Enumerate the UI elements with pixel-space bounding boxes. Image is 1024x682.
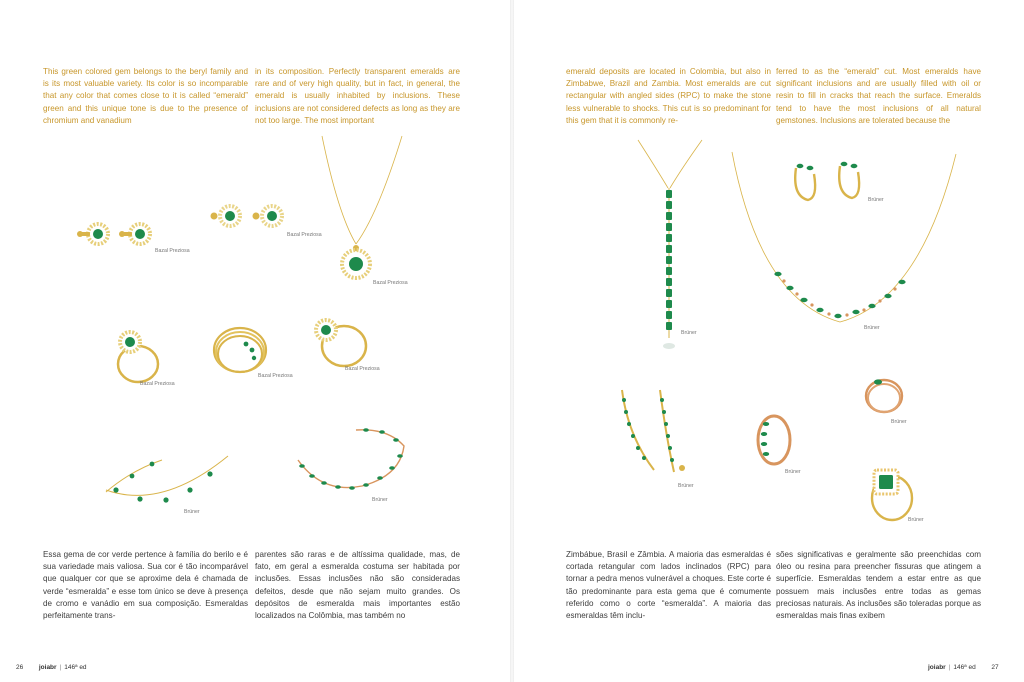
- left-page-footer: 26 joiabr | 146ª ed: [16, 664, 87, 671]
- credit-ring-2: Bazal Preziosa: [258, 373, 293, 379]
- emerald-drop-pendant-photo: [636, 138, 706, 358]
- stud-earring-right: [119, 224, 150, 244]
- emerald-stud-earrings-photo: [74, 212, 166, 252]
- publication-name-right: joiabr: [928, 664, 946, 671]
- emerald-climber-earrings-photo: [616, 386, 696, 486]
- emerald-cut-halo-ring-photo: [862, 462, 918, 524]
- credit-earrings-2: Bazal Preziosa: [287, 232, 322, 238]
- emerald-station-necklace-photo: [730, 150, 960, 350]
- publication-name-left: joiabr: [38, 664, 57, 671]
- edition-left: 146ª ed: [64, 664, 87, 671]
- solitaire-halo-ring-photo: [310, 314, 370, 372]
- right-portuguese-column-1: Zimbábue, Brasil e Zâmbia. A maioria das esmeraldas é cortada retangular com lados inclinados (RPC) para tornar a pedra menos vulnerável a choques. Este corte é tão predominante para esta gema que é comumente referido como o corte “esmeralda”. A maioria das esmeraldas têm inclu-: [566, 550, 771, 621]
- left-portuguese-column-2: parentes são raras e de altíssima qualidade, mas, de fato, em geral a esmeralda costuma ser habitada por inclusões. Essas inclusões não são consideradas defeitos, desde que não sejam muito grandes. Os depósitos de esmeralda mais importantes estão localizados na Colômbia, mas também no: [255, 550, 460, 621]
- station-bracelet-photo: [102, 450, 232, 520]
- credit-ring-a: Brüner: [785, 469, 801, 475]
- credit-bracelet-1: Brüner: [184, 509, 200, 515]
- credit-pendant: Bazal Preziosa: [373, 280, 408, 286]
- halo-emerald-earrings-photo: [200, 200, 292, 236]
- edition-right: 146ª ed: [953, 664, 976, 671]
- multi-band-emerald-ring-photo: [208, 318, 272, 380]
- credit-climber-earrings: Brüner: [678, 483, 694, 489]
- credit-drop-pendant: Brüner: [681, 330, 697, 336]
- credit-ring-b: Brüner: [891, 419, 907, 425]
- credit-bracelet-2: Brüner: [372, 497, 388, 503]
- credit-ring-c: Brüner: [908, 517, 924, 523]
- right-portuguese-column-2: sões significativas e geralmente são preenchidas com óleo ou resina para preencher fissuras que atingem a superfície. Esmeraldas tendem a estar entre as que possuem mais inclusões entre todas as gemas preciosas naturais. As inclusões são toleradas porque as esmeraldas mais finas exibem: [776, 550, 981, 621]
- emerald-band-ring-photo: [752, 406, 796, 470]
- page-gutter: [510, 0, 514, 682]
- left-english-column-1: This green colored gem belongs to the beryl family and is its most valuable variety. Its color is so incomparable that any color that comes close to it is called “emerald” green and this unique tone is due to the presence of chromium and vanadium: [43, 67, 248, 125]
- credit-necklace: Brüner: [864, 325, 880, 331]
- emerald-tennis-bracelet-photo: [292, 420, 412, 500]
- halo-pendant-necklace-photo: [318, 134, 408, 284]
- credit-ring-1: Bazal Preziosa: [140, 381, 175, 387]
- credit-ear-cuffs: Brüner: [868, 197, 884, 203]
- right-page-footer: joiabr | 146ª ed 27: [928, 664, 999, 671]
- right-english-column-1: emerald deposits are located in Colombia, but also in Zimbabwe, Brazil and Zambia. Most emeralds are cut rectangular with angled sides (RPC) to make the stone less vulnerable to shocks. This cut is so predominant for this gem that it is commonly re-: [566, 67, 771, 125]
- halo-emerald-ring-photo: [112, 322, 162, 386]
- credit-earrings-1: Bazal Preziosa: [155, 248, 190, 254]
- page-number-left: 26: [16, 664, 24, 671]
- credit-ring-3: Bazal Preziosa: [345, 366, 380, 372]
- page-number-right: 27: [991, 664, 999, 671]
- right-english-column-2: ferred to as the “emerald” cut. Most emeralds have significant inclusions and are usually filled with oil or resin to fill in cracks that reach the surface. Emeralds tend to have the most inclusions of all natural gemstones. Inclusions are tolerated because the: [776, 67, 981, 125]
- stud-earring-left: [77, 224, 108, 244]
- left-portuguese-column-1: Essa gema de cor verde pertence à família do berilo e é sua variedade mais valiosa. Sua cor é tão incomparável que qualquer cor que se aproxime dela é chamada de verde “esmeralda” e esse tom único se deve à presença de cromo e vanádio em sua composição. Esmeraldas perfeitamente trans-: [43, 550, 248, 621]
- left-english-column-2: in its composition. Perfectly transparent emeralds are rare and of very high quality, but in fact, in general, the emerald is usually inhabited by inclusions. These inclusions are not considered defects as long as they are not too large. The most important: [255, 67, 460, 125]
- double-band-emerald-ring-photo: [858, 368, 910, 420]
